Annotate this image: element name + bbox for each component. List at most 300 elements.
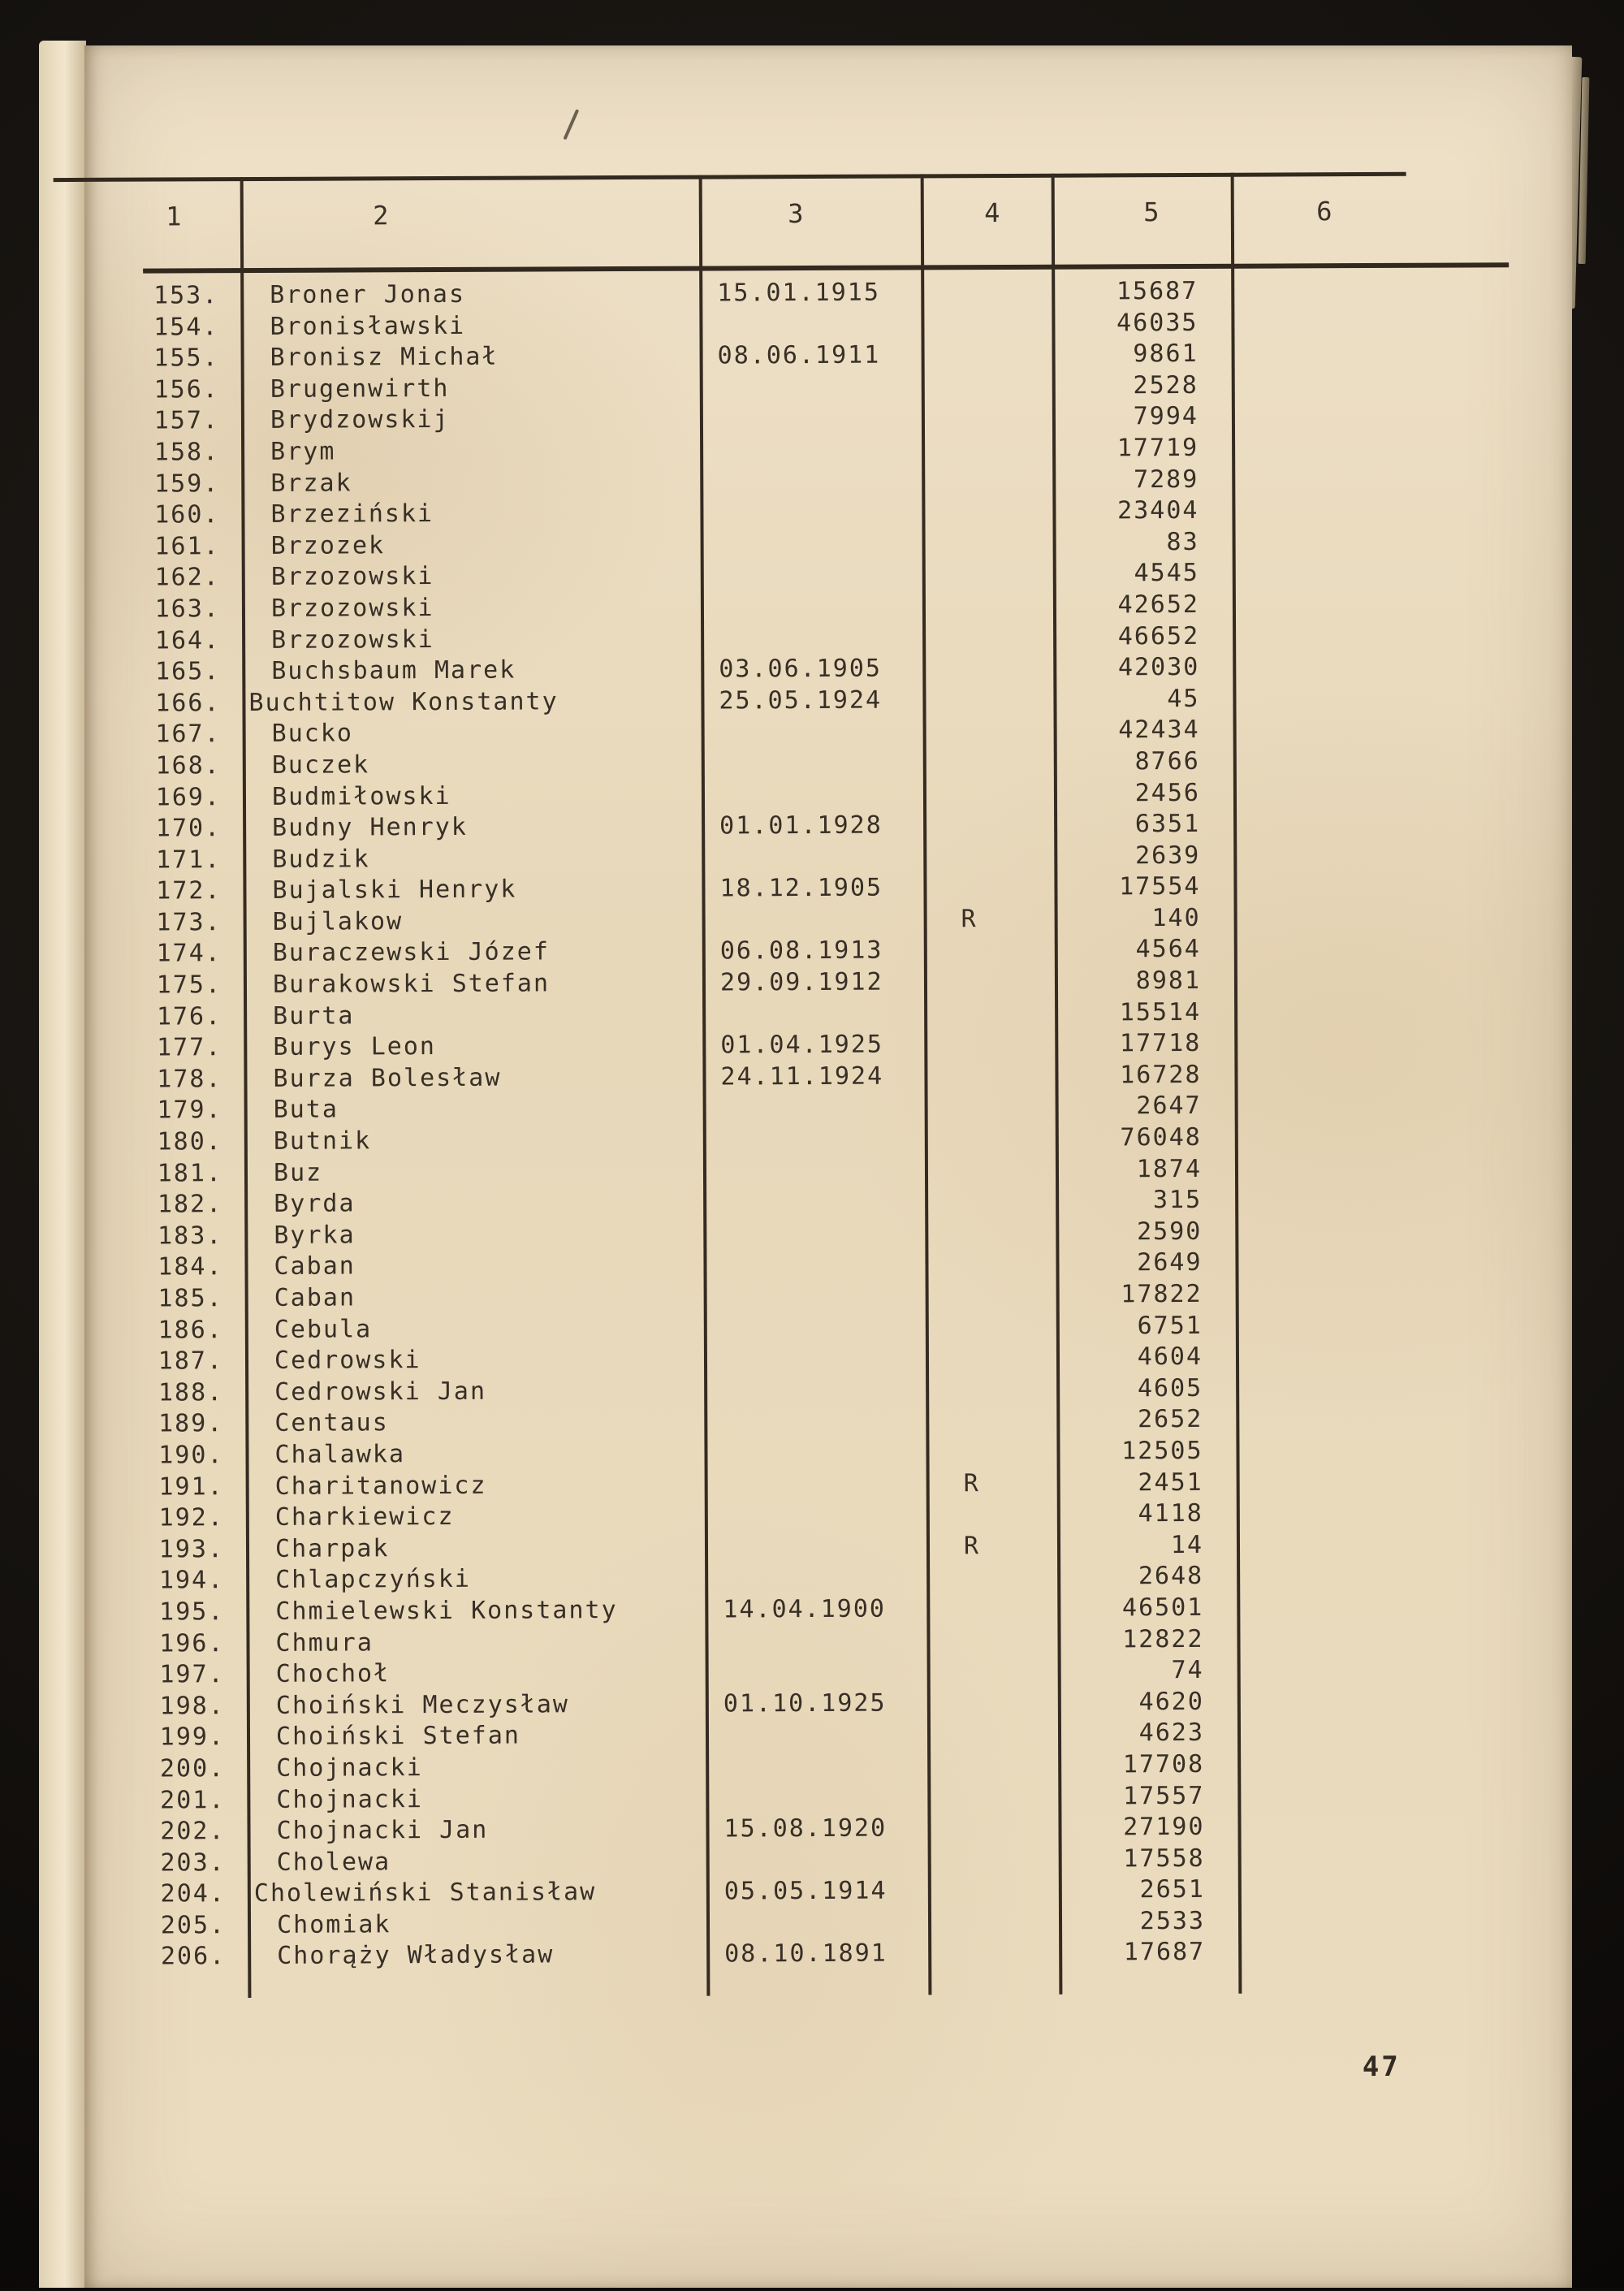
row-r-mark xyxy=(922,527,1053,559)
row-ordinal: 182. xyxy=(157,1190,223,1219)
row-ordinal: 166. xyxy=(155,688,221,718)
row-empty-col xyxy=(1237,1779,1515,1812)
row-birth-date xyxy=(705,1625,926,1658)
row-empty-col xyxy=(1233,714,1511,746)
row-r-mark xyxy=(924,1061,1055,1092)
row-surname-name: Bujalski Henryk xyxy=(272,875,517,906)
row-birth-date: 15.01.1915 xyxy=(717,278,880,308)
row-ordinal: 200. xyxy=(159,1754,226,1783)
row-r-mark xyxy=(924,966,1055,998)
row-ordinal: 202. xyxy=(160,1817,226,1846)
row-r-mark xyxy=(922,434,1052,465)
row-r-mark: R xyxy=(963,1531,981,1560)
row-ordinal: 156. xyxy=(153,374,219,404)
row-surname-name: Brugenwirth xyxy=(270,374,450,404)
table-column-headers xyxy=(0,195,1624,240)
row-birth-date xyxy=(705,1563,926,1595)
row-ordinal: 173. xyxy=(156,908,222,937)
row-r-mark xyxy=(926,1280,1056,1312)
row-surname-name: Caban xyxy=(274,1251,356,1282)
row-file-number: 2651 xyxy=(1139,1875,1205,1904)
row-ordinal: 197. xyxy=(159,1660,225,1689)
row-r-mark xyxy=(923,841,1054,872)
column-header-2: 2 xyxy=(373,200,391,231)
row-birth-date xyxy=(704,1343,926,1376)
row-ordinal: 203. xyxy=(160,1848,226,1878)
row-surname-name: Charpak xyxy=(274,1534,390,1563)
row-empty-col xyxy=(1233,807,1511,840)
row-surname-name: Chojnacki Jan xyxy=(276,1815,489,1845)
row-file-number: 6351 xyxy=(1134,810,1201,839)
row-birth-date xyxy=(706,1782,927,1814)
row-ordinal: 199. xyxy=(159,1723,226,1752)
row-surname-name: Choiński Stefan xyxy=(275,1721,521,1752)
row-empty-col xyxy=(1237,1653,1515,1686)
row-r-mark xyxy=(925,1123,1056,1155)
row-r-mark xyxy=(927,1813,1058,1844)
row-r-mark xyxy=(924,1029,1055,1061)
row-ordinal: 155. xyxy=(153,344,219,373)
row-file-number: 4545 xyxy=(1134,559,1199,588)
row-empty-col xyxy=(1233,745,1511,777)
row-file-number: 42030 xyxy=(1117,653,1200,682)
row-ordinal: 206. xyxy=(160,1942,227,1971)
row-surname-name: Cholewiński Stanisław xyxy=(253,1878,597,1908)
column-header-1: 1 xyxy=(166,201,184,232)
row-birth-date xyxy=(703,1217,925,1250)
row-empty-col xyxy=(1233,776,1511,809)
row-birth-date: 24.11.1924 xyxy=(720,1061,884,1091)
row-surname-name: Chalawka xyxy=(274,1440,406,1469)
row-birth-date xyxy=(701,622,922,655)
row-r-mark xyxy=(922,653,1053,685)
row-r-mark xyxy=(928,1844,1059,1875)
row-empty-col xyxy=(1233,682,1510,715)
row-empty-col xyxy=(1237,1717,1515,1749)
row-empty-col xyxy=(1237,1466,1514,1498)
row-empty-col xyxy=(1235,1152,1513,1185)
row-r-mark xyxy=(923,778,1054,810)
table-header-rule xyxy=(143,262,1509,273)
row-r-mark xyxy=(925,1186,1056,1217)
row-ordinal: 183. xyxy=(157,1221,223,1251)
row-r-mark xyxy=(927,1718,1058,1750)
row-empty-col xyxy=(1238,1904,1516,1937)
row-surname-name: Choiński Meczysław xyxy=(275,1690,570,1720)
row-file-number: 17718 xyxy=(1119,1029,1202,1058)
row-r-mark xyxy=(925,1091,1056,1123)
row-birth-date xyxy=(700,465,922,498)
row-surname-name: Chmielewski Konstanty xyxy=(275,1595,618,1626)
row-empty-col xyxy=(1238,1842,1516,1874)
table-row xyxy=(150,1936,1516,1973)
row-ordinal: 167. xyxy=(155,720,221,749)
row-r-mark xyxy=(922,684,1053,715)
row-file-number: 12822 xyxy=(1122,1624,1204,1653)
row-empty-col xyxy=(1233,871,1511,903)
row-file-number: 15687 xyxy=(1116,276,1199,306)
row-birth-date xyxy=(702,779,923,811)
row-ordinal: 179. xyxy=(157,1096,222,1125)
row-surname-name: Cedrowski xyxy=(274,1346,421,1376)
row-surname-name: Brym xyxy=(270,437,336,466)
row-r-mark xyxy=(926,1373,1056,1405)
row-file-number: 7994 xyxy=(1133,402,1199,431)
row-surname-name: Broner Jonas xyxy=(270,279,466,309)
row-file-number: 17558 xyxy=(1123,1844,1205,1874)
row-r-mark xyxy=(923,747,1054,779)
table-top-rule xyxy=(54,172,1406,182)
row-birth-date xyxy=(702,841,923,874)
row-surname-name: Brzak xyxy=(270,469,352,498)
row-empty-col xyxy=(1233,651,1510,683)
row-r-mark xyxy=(922,621,1053,653)
row-surname-name: Budny Henryk xyxy=(272,812,468,843)
row-r-mark xyxy=(923,715,1054,747)
row-r-mark xyxy=(925,1217,1056,1249)
row-file-number: 45 xyxy=(1167,684,1200,713)
row-ordinal: 170. xyxy=(155,814,222,843)
row-surname-name: Burza Bolesław xyxy=(273,1063,502,1093)
row-r-mark xyxy=(922,559,1053,590)
row-birth-date: 15.08.1920 xyxy=(723,1813,888,1844)
row-r-mark xyxy=(928,1875,1059,1907)
row-file-number: 23404 xyxy=(1117,496,1199,525)
row-ordinal: 204. xyxy=(160,1879,226,1908)
row-ordinal: 188. xyxy=(158,1377,224,1407)
row-ordinal: 172. xyxy=(156,876,222,906)
column-header-6: 6 xyxy=(1316,196,1334,227)
row-birth-date xyxy=(701,528,922,560)
row-birth-date xyxy=(703,1187,925,1219)
row-surname-name: Byrka xyxy=(274,1221,356,1250)
row-empty-col xyxy=(1231,306,1509,339)
row-r-mark xyxy=(926,1499,1057,1531)
row-surname-name: Chomiak xyxy=(276,1910,391,1939)
row-r-mark xyxy=(922,465,1052,496)
row-r-mark xyxy=(925,1154,1056,1186)
row-ordinal: 163. xyxy=(154,594,221,624)
row-birth-date: 01.04.1925 xyxy=(720,1030,884,1060)
row-empty-col xyxy=(1234,901,1512,934)
row-file-number: 76048 xyxy=(1120,1122,1202,1152)
row-empty-col xyxy=(1237,1748,1515,1780)
row-surname-name: Bucko xyxy=(271,719,354,749)
row-file-number: 12505 xyxy=(1121,1436,1203,1466)
row-surname-name: Buchsbaum Marek xyxy=(271,655,516,686)
row-birth-date xyxy=(705,1468,926,1501)
row-r-mark xyxy=(924,935,1055,966)
row-empty-col xyxy=(1231,274,1509,307)
row-birth-date: 18.12.1905 xyxy=(719,873,883,903)
row-empty-col xyxy=(1233,620,1510,652)
row-birth-date: 06.08.1913 xyxy=(719,936,883,966)
row-r-mark xyxy=(927,1781,1058,1813)
row-file-number: 46501 xyxy=(1121,1593,1204,1623)
row-r-mark: R xyxy=(961,904,978,934)
row-r-mark xyxy=(926,1624,1057,1656)
row-empty-col xyxy=(1236,1372,1514,1404)
row-ordinal: 180. xyxy=(157,1127,222,1156)
row-empty-col xyxy=(1238,1874,1516,1906)
row-birth-date xyxy=(706,1719,927,1752)
row-r-mark xyxy=(922,402,1052,434)
row-empty-col xyxy=(1232,337,1510,370)
row-r-mark xyxy=(921,308,1052,339)
row-ordinal: 157. xyxy=(153,406,220,435)
row-surname-name: Brzeziński xyxy=(270,499,434,530)
row-ordinal: 191. xyxy=(158,1472,224,1502)
row-ordinal: 177. xyxy=(156,1033,222,1062)
column-header-4: 4 xyxy=(984,197,1002,229)
row-file-number: 14 xyxy=(1170,1530,1204,1559)
row-surname-name: Brzozek xyxy=(270,531,386,560)
row-surname-name: Cholewa xyxy=(276,1847,391,1877)
row-file-number: 17822 xyxy=(1121,1279,1203,1309)
row-r-mark xyxy=(926,1311,1056,1342)
row-birth-date xyxy=(700,434,922,466)
row-ordinal: 161. xyxy=(154,531,220,561)
row-r-mark xyxy=(922,370,1052,402)
row-empty-col xyxy=(1237,1591,1514,1623)
row-empty-col xyxy=(1235,1090,1513,1122)
row-surname-name: Buchtitow Konstanty xyxy=(248,687,559,717)
row-birth-date: 08.06.1911 xyxy=(717,340,881,370)
row-empty-col xyxy=(1234,996,1512,1028)
row-file-number: 4620 xyxy=(1138,1687,1204,1716)
row-birth-date: 01.01.1928 xyxy=(719,810,883,841)
row-ordinal: 159. xyxy=(153,469,220,499)
row-birth-date xyxy=(704,1280,926,1312)
row-file-number: 2647 xyxy=(1136,1091,1202,1121)
row-file-number: 4604 xyxy=(1137,1342,1203,1372)
row-birth-date xyxy=(703,1155,925,1187)
row-file-number: 315 xyxy=(1152,1186,1203,1215)
row-file-number: 2648 xyxy=(1138,1562,1204,1591)
row-r-mark xyxy=(922,496,1052,528)
row-surname-name: Brzozowski xyxy=(270,593,434,623)
row-birth-date xyxy=(703,1092,925,1125)
row-birth-date xyxy=(701,560,922,592)
row-file-number: 6751 xyxy=(1137,1311,1203,1340)
row-birth-date xyxy=(704,1437,926,1469)
row-empty-col xyxy=(1233,557,1510,590)
row-empty-col xyxy=(1236,1434,1514,1467)
row-empty-col xyxy=(1236,1403,1514,1436)
row-file-number: 42652 xyxy=(1117,590,1200,620)
row-file-number: 2652 xyxy=(1137,1405,1203,1434)
row-surname-name: Bujlakow xyxy=(272,907,404,936)
row-file-number: 83 xyxy=(1166,527,1199,556)
row-r-mark xyxy=(927,1750,1058,1782)
row-birth-date xyxy=(702,998,924,1031)
row-surname-name: Caban xyxy=(274,1283,356,1312)
row-ordinal: 168. xyxy=(155,751,221,780)
row-ordinal: 178. xyxy=(157,1065,222,1094)
row-birth-date xyxy=(700,403,922,435)
row-file-number: 2456 xyxy=(1134,778,1201,807)
row-empty-col xyxy=(1235,1215,1513,1247)
row-surname-name: Butnik xyxy=(273,1126,372,1156)
row-birth-date: 14.04.1900 xyxy=(723,1594,887,1624)
row-ordinal: 195. xyxy=(159,1597,225,1627)
row-ordinal: 201. xyxy=(160,1785,226,1815)
row-file-number: 17554 xyxy=(1119,872,1201,901)
row-r-mark xyxy=(926,1437,1056,1468)
row-file-number: 46652 xyxy=(1117,621,1200,651)
row-surname-name: Bronisz Michał xyxy=(270,342,499,373)
row-birth-date xyxy=(701,590,922,623)
row-empty-col xyxy=(1237,1497,1514,1529)
row-birth-date: 25.05.1924 xyxy=(719,685,883,715)
row-file-number: 8981 xyxy=(1135,966,1202,996)
row-empty-col xyxy=(1234,964,1512,996)
row-file-number: 4564 xyxy=(1135,935,1201,964)
row-surname-name: Brzozowski xyxy=(270,562,434,592)
row-birth-date xyxy=(702,716,923,749)
row-r-mark xyxy=(926,1562,1057,1593)
row-surname-name: Budzik xyxy=(272,845,370,874)
row-surname-name: Burakowski Stefan xyxy=(272,969,551,999)
row-surname-name: Centaus xyxy=(274,1408,389,1438)
row-ordinal: 184. xyxy=(158,1252,223,1282)
row-r-mark xyxy=(927,1656,1058,1688)
row-ordinal: 193. xyxy=(158,1534,225,1564)
row-surname-name: Byrda xyxy=(274,1189,356,1219)
column-header-5: 5 xyxy=(1143,197,1161,228)
row-file-number: 74 xyxy=(1171,1656,1204,1685)
row-empty-col xyxy=(1235,1183,1513,1216)
row-empty-col xyxy=(1235,1121,1513,1153)
row-r-mark xyxy=(928,1938,1059,1969)
row-ordinal: 153. xyxy=(153,281,219,310)
row-empty-col xyxy=(1237,1528,1514,1561)
row-surname-name: Buta xyxy=(273,1095,339,1125)
row-file-number: 7289 xyxy=(1133,465,1199,494)
row-empty-col xyxy=(1232,431,1510,464)
row-surname-name: Budmiłowski xyxy=(271,781,451,811)
row-file-number: 8766 xyxy=(1134,746,1200,776)
row-empty-col xyxy=(1232,463,1510,495)
row-birth-date xyxy=(705,1500,926,1532)
row-r-mark xyxy=(926,1593,1057,1625)
row-birth-date xyxy=(700,371,922,404)
row-empty-col xyxy=(1236,1277,1514,1310)
row-ordinal: 190. xyxy=(158,1441,224,1470)
row-surname-name: Cebula xyxy=(274,1314,373,1344)
row-file-number: 9861 xyxy=(1133,339,1199,369)
row-r-mark xyxy=(925,1248,1056,1280)
row-file-number: 4605 xyxy=(1137,1373,1203,1403)
row-empty-col xyxy=(1234,1058,1512,1091)
row-r-mark xyxy=(921,277,1052,309)
row-ordinal: 205. xyxy=(160,1911,227,1940)
row-ordinal: 198. xyxy=(159,1691,225,1721)
row-file-number: 2451 xyxy=(1138,1468,1203,1497)
row-surname-name: Brzozowski xyxy=(271,625,434,655)
pen-mark xyxy=(563,109,579,140)
row-empty-col xyxy=(1238,1936,1516,1969)
row-surname-name: Chojnacki xyxy=(276,1753,423,1783)
row-ordinal: 186. xyxy=(158,1315,223,1345)
row-surname-name: Brydzowskij xyxy=(270,405,450,435)
row-birth-date xyxy=(705,1531,926,1563)
row-ordinal: 165. xyxy=(154,657,221,686)
row-empty-col xyxy=(1232,369,1510,401)
row-file-number: 17708 xyxy=(1122,1749,1205,1779)
row-ordinal: 169. xyxy=(155,782,222,812)
row-r-mark xyxy=(927,1687,1058,1718)
row-birth-date xyxy=(704,1312,926,1344)
row-ordinal: 189. xyxy=(158,1409,224,1438)
row-ordinal: 192. xyxy=(158,1503,224,1532)
row-birth-date xyxy=(699,309,921,341)
row-birth-date xyxy=(706,1657,927,1689)
row-ordinal: 196. xyxy=(159,1628,225,1658)
row-empty-col xyxy=(1236,1340,1514,1372)
row-birth-date: 08.10.1891 xyxy=(724,1939,888,1969)
row-surname-name: Buraczewski Józef xyxy=(272,937,550,968)
row-ordinal: 160. xyxy=(154,500,220,530)
row-file-number: 16728 xyxy=(1120,1060,1202,1090)
row-birth-date xyxy=(703,1123,925,1156)
row-ordinal: 175. xyxy=(156,970,222,1000)
row-empty-col xyxy=(1232,400,1510,433)
row-surname-name: Chmura xyxy=(275,1627,374,1658)
row-r-mark xyxy=(922,339,1052,371)
row-r-mark xyxy=(928,1907,1059,1939)
row-r-mark xyxy=(923,872,1054,904)
row-surname-name: Bronisławski xyxy=(270,311,466,341)
row-ordinal: 162. xyxy=(154,563,220,592)
row-birth-date: 03.06.1905 xyxy=(719,654,882,684)
row-surname-name: Chorąży Władysław xyxy=(277,1940,555,1971)
row-empty-col xyxy=(1237,1810,1515,1843)
row-surname-name: Chlapczyński xyxy=(275,1565,471,1595)
row-empty-col xyxy=(1237,1560,1514,1593)
row-file-number: 27190 xyxy=(1123,1813,1205,1842)
row-file-number: 46035 xyxy=(1116,308,1199,337)
row-ordinal: 181. xyxy=(157,1158,223,1188)
row-file-number: 2590 xyxy=(1136,1217,1203,1247)
row-file-number: 2533 xyxy=(1139,1906,1206,1936)
row-ordinal: 194. xyxy=(158,1566,225,1595)
row-r-mark xyxy=(923,810,1054,841)
row-birth-date xyxy=(706,1907,928,1939)
row-r-mark xyxy=(926,1405,1056,1437)
row-file-number: 4118 xyxy=(1138,1499,1203,1528)
row-birth-date xyxy=(700,497,922,530)
row-file-number: 2649 xyxy=(1137,1248,1203,1277)
row-r-mark xyxy=(926,1342,1056,1374)
row-file-number: 140 xyxy=(1151,903,1201,933)
row-birth-date: 01.10.1925 xyxy=(723,1688,887,1718)
row-ordinal: 176. xyxy=(156,1001,222,1031)
row-empty-col xyxy=(1233,525,1510,558)
row-surname-name: Chochoł xyxy=(275,1659,391,1689)
row-empty-col xyxy=(1235,1247,1513,1279)
row-birth-date xyxy=(702,747,923,780)
row-birth-date xyxy=(706,1750,927,1783)
row-file-number: 15514 xyxy=(1119,997,1202,1027)
row-r-mark xyxy=(922,590,1053,622)
row-file-number: 17719 xyxy=(1116,433,1199,463)
row-birth-date: 05.05.1914 xyxy=(723,1876,888,1906)
row-ordinal: 171. xyxy=(155,845,222,875)
row-surname-name: Chojnacki xyxy=(276,1784,423,1814)
row-ordinal: 164. xyxy=(154,625,221,655)
row-r-mark xyxy=(924,997,1055,1029)
